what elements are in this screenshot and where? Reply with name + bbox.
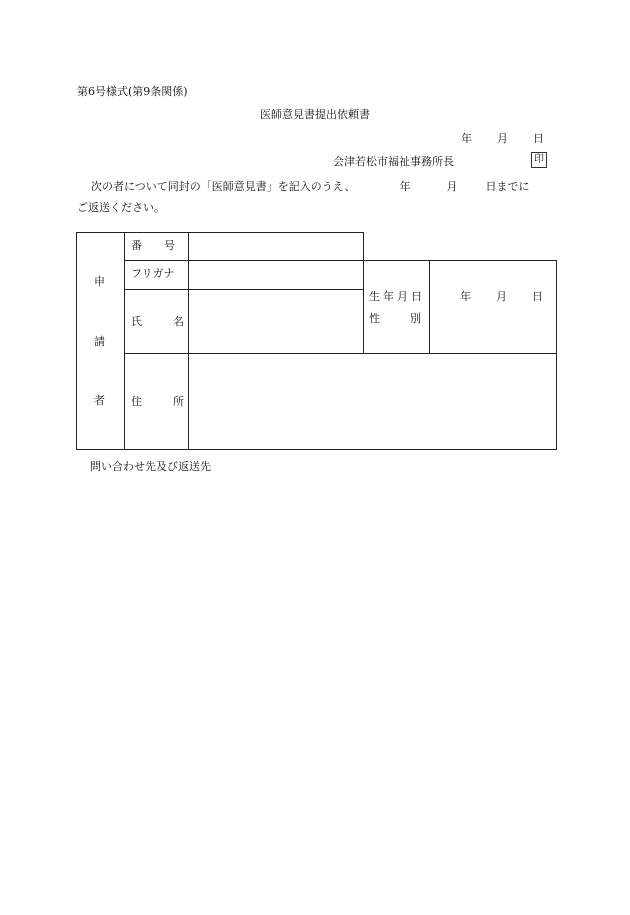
seal-mark: 印 bbox=[531, 152, 547, 168]
issuer-name: 会津若松市福祉事務所長 bbox=[333, 155, 454, 168]
contact-label: 問い合わせ先及び返送先 bbox=[90, 460, 211, 473]
furigana-field[interactable] bbox=[189, 261, 363, 289]
applicant-label-char-1: 申 bbox=[94, 275, 105, 288]
sex-label-1: 性 bbox=[369, 312, 380, 325]
request-text: 次の者について同封の「医師意見書」を記入のうえ、 bbox=[91, 180, 356, 193]
name-label-2: 名 bbox=[173, 315, 184, 328]
request-month: 月 bbox=[446, 180, 458, 193]
address-field[interactable] bbox=[189, 354, 556, 449]
form-number: 第6号様式(第9条関係) bbox=[77, 85, 188, 98]
request-line-1 bbox=[91, 180, 529, 194]
birth-month: 月 bbox=[496, 290, 507, 303]
birth-date-label: 生年月日 bbox=[369, 290, 425, 303]
birth-year: 年 bbox=[460, 290, 471, 303]
request-day: 日までに bbox=[485, 180, 530, 193]
issue-date-year: 年 bbox=[461, 132, 472, 145]
request-line-2: ご返送ください。 bbox=[77, 201, 165, 214]
name-label-1: 氏 bbox=[131, 315, 142, 328]
request-year: 年 bbox=[399, 180, 411, 193]
applicant-label-char-3: 者 bbox=[94, 394, 105, 407]
birth-day: 日 bbox=[532, 290, 543, 303]
number-field[interactable] bbox=[189, 233, 363, 260]
applicant-label-char-2: 請 bbox=[94, 335, 105, 348]
furigana-label: フリガナ bbox=[131, 267, 175, 280]
number-label: 番 号 bbox=[131, 239, 175, 252]
name-field[interactable] bbox=[189, 290, 363, 353]
issue-date-month: 月 bbox=[497, 132, 508, 145]
document-title: 医師意見書提出依頼書 bbox=[260, 108, 370, 121]
issue-date-day: 日 bbox=[533, 132, 544, 145]
issue-date bbox=[461, 132, 544, 146]
sex-label-2: 別 bbox=[410, 312, 421, 325]
address-label-2: 所 bbox=[173, 395, 184, 408]
address-label-1: 住 bbox=[131, 395, 142, 408]
